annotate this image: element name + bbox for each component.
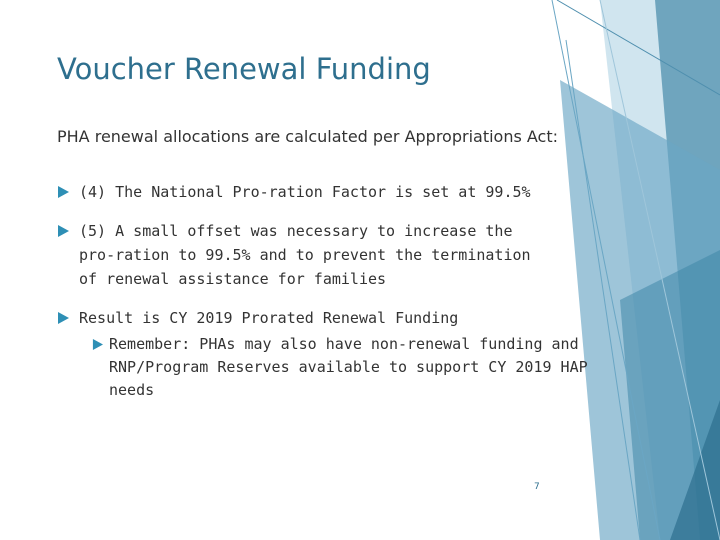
triangle-right-icon (57, 225, 69, 237)
triangle-right-icon (57, 312, 69, 324)
slide-title: Voucher Renewal Funding (57, 52, 431, 86)
bullet-text: Result is CY 2019 Prorated Renewal Funding (79, 309, 459, 327)
bullet-item (57, 180, 547, 204)
bullet-text: (5) A small offset was necessary to increase the pro-ration to 99.5% and to prevent the termination of renewal assistance for families (79, 222, 531, 288)
bullet-item (57, 306, 547, 330)
triangle-right-icon (57, 186, 69, 198)
sub-bullet-text: Remember: PHAs may also have non-renewal funding and RNP/Program Reserves available to support CY 2019 HAP needs (109, 335, 588, 399)
sub-bullet-item (92, 333, 592, 402)
page-number: 7 (534, 482, 540, 492)
bullet-list (57, 180, 547, 345)
triangle-right-icon (92, 339, 103, 350)
intro-text: PHA renewal allocations are calculated per Appropriations Act: (57, 127, 559, 146)
bullet-item (57, 219, 547, 291)
sub-bullet-list (92, 333, 592, 402)
bullet-text: (4) The National Pro-ration Factor is set at 99.5% (79, 183, 531, 201)
